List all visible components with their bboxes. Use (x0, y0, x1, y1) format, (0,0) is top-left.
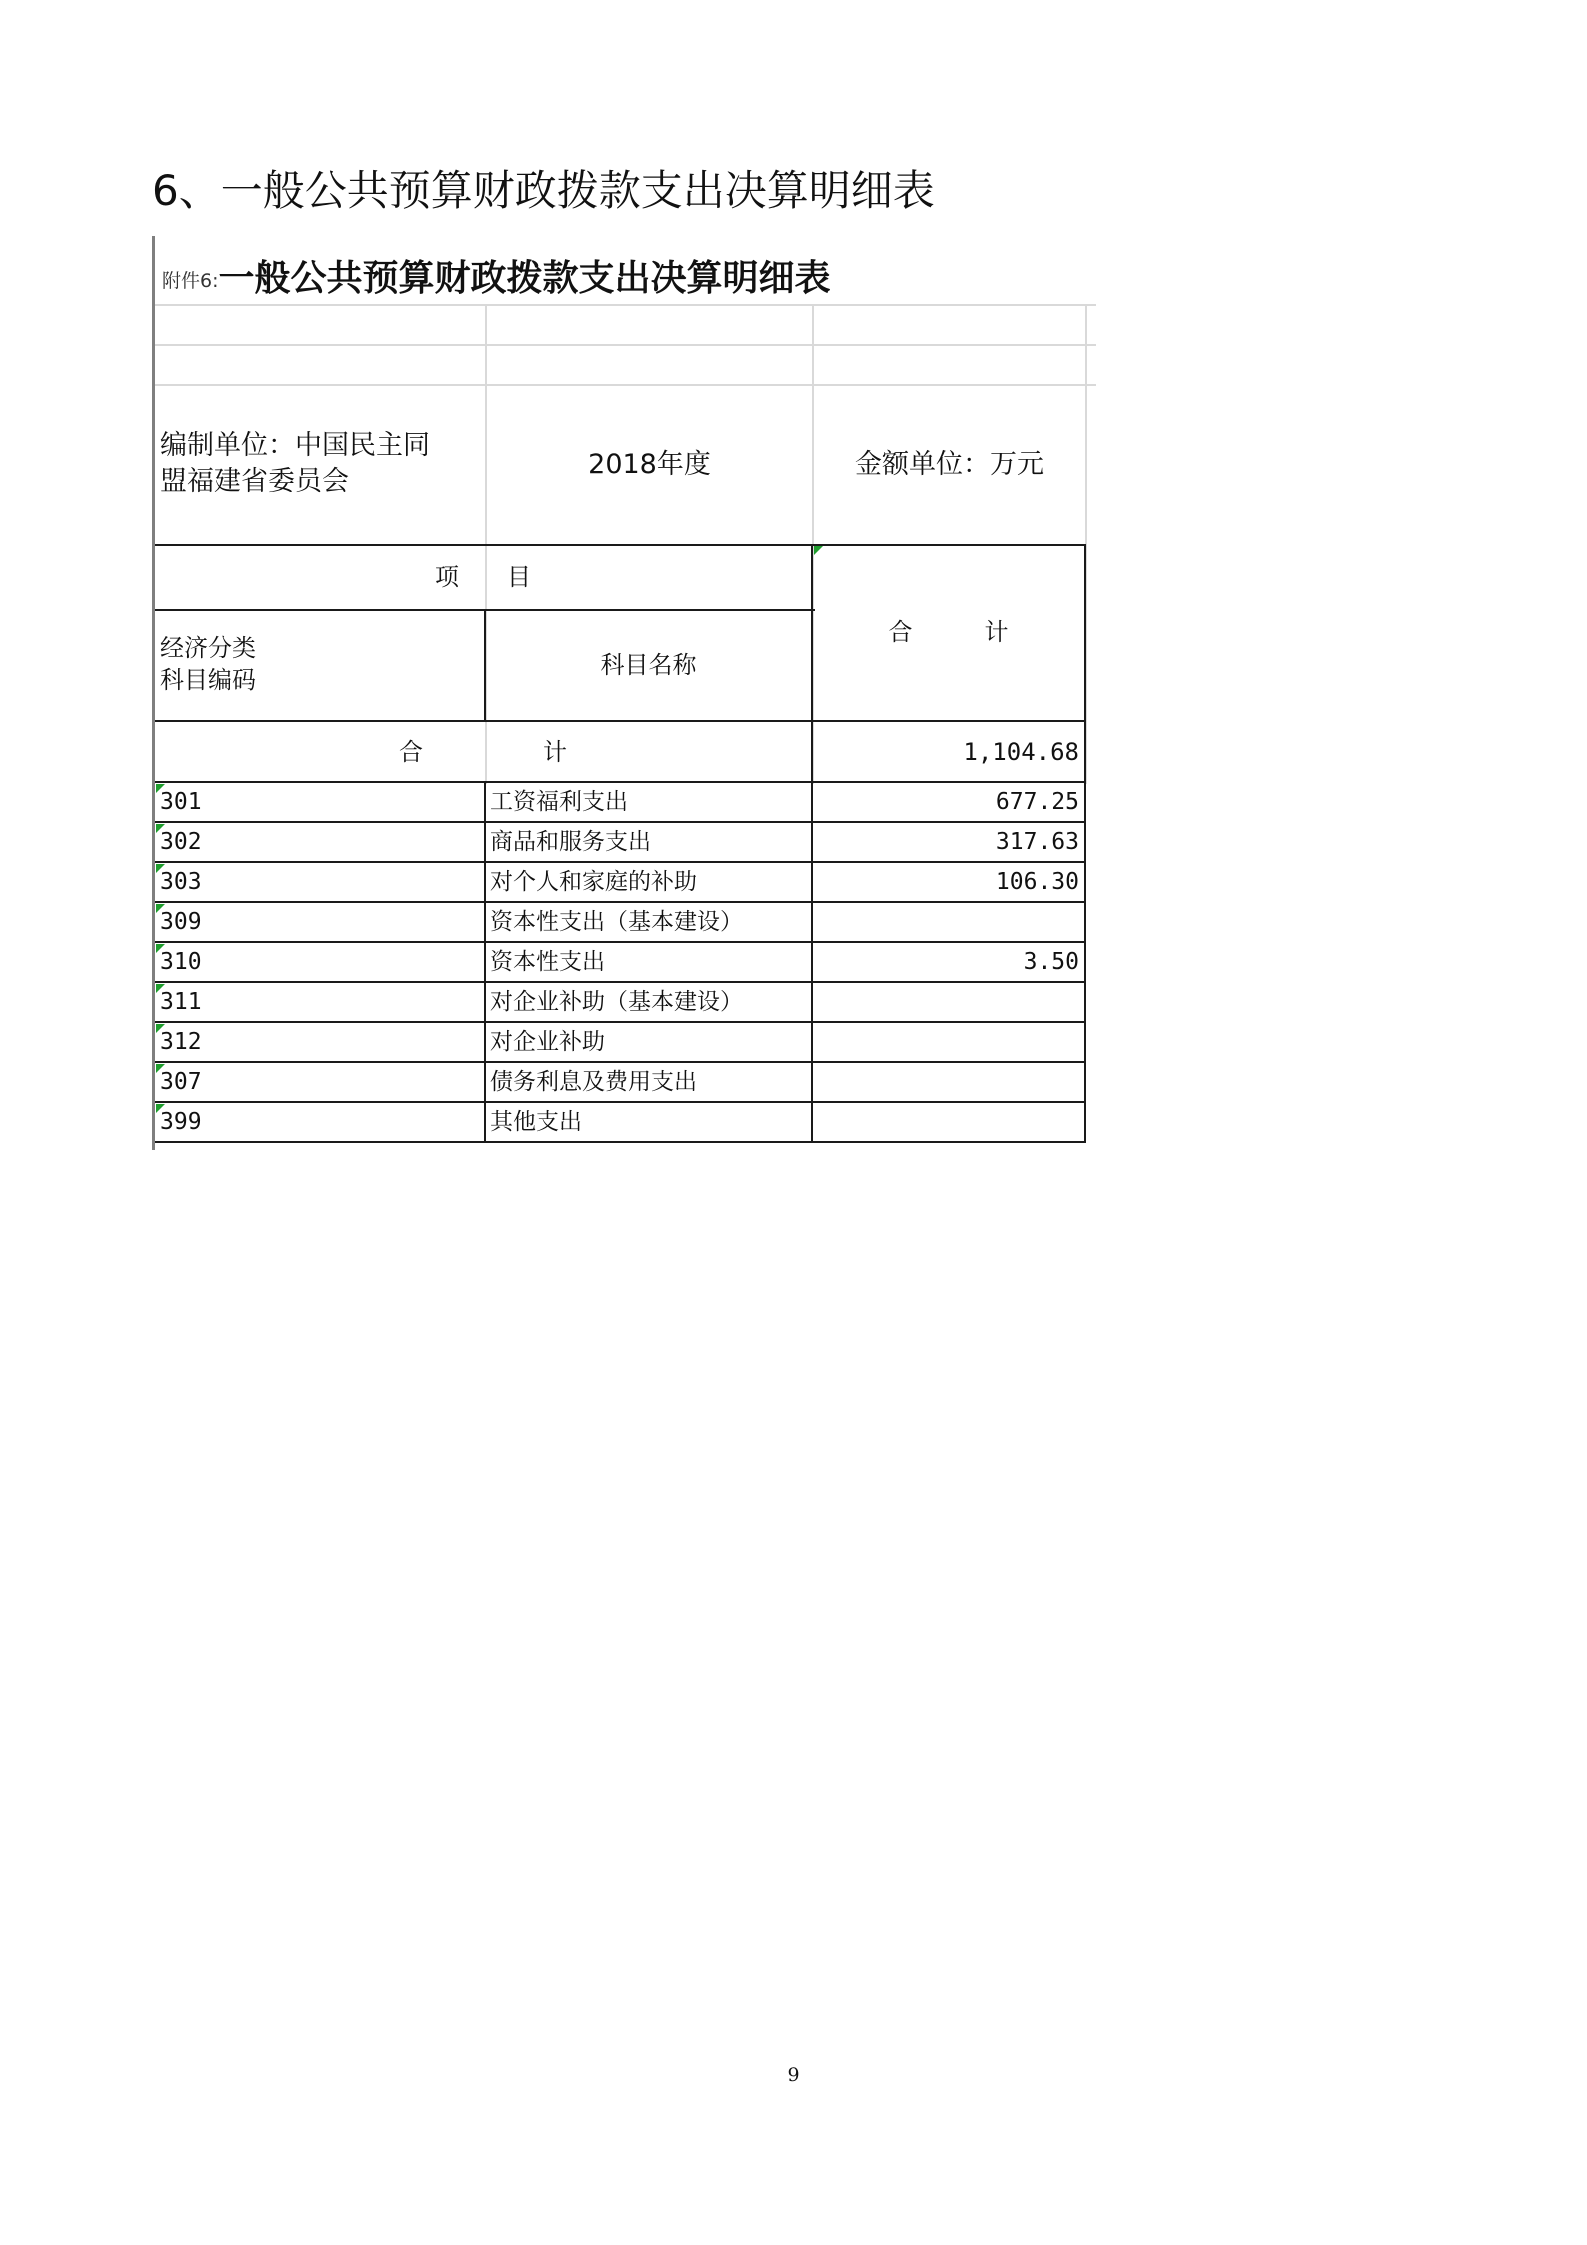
row-name: 对企业补助（基本建设） (490, 989, 743, 1015)
row-code: 310 (160, 949, 202, 975)
amount-unit: 金额单位：万元 (855, 449, 1044, 480)
row-code: 399 (160, 1109, 202, 1135)
fiscal-year: 2018年度 (588, 449, 711, 480)
table-border (1084, 544, 1086, 1143)
row-name: 债务利息及费用支出 (490, 1069, 697, 1095)
compiling-unit-line1: 编制单位：中国民主同 (160, 430, 430, 461)
table-border (484, 781, 486, 1143)
row-name: 资本性支出 (490, 949, 605, 975)
row-name: 商品和服务支出 (490, 829, 651, 855)
row-code: 312 (160, 1029, 202, 1055)
table-border (155, 1141, 1086, 1143)
total-label: 合 计 (399, 738, 567, 766)
row-name: 工资福利支出 (490, 789, 628, 815)
header-item: 项 目 (435, 563, 531, 591)
row-amount: 317.63 (995, 829, 1079, 855)
document-heading: 6、一般公共预算财政拨款支出决算明细表 (152, 166, 935, 215)
compiling-unit-line2: 盟福建省委员会 (160, 466, 349, 497)
total-value: 1,104.68 (963, 738, 1079, 766)
row-name: 其他支出 (490, 1109, 582, 1135)
table-border (155, 544, 1086, 546)
gridline (155, 344, 1096, 346)
row-name: 对企业补助 (490, 1029, 605, 1055)
row-amount: 106.30 (995, 869, 1079, 895)
sheet-title (162, 250, 831, 301)
row-amount: 3.50 (1023, 949, 1079, 975)
row-code: 309 (160, 909, 202, 935)
header-subject-name: 科目名称 (600, 651, 697, 679)
gridline (155, 384, 1096, 386)
row-code: 311 (160, 989, 202, 1015)
header-total: 合 计 (888, 618, 1009, 646)
row-amount: 677.25 (995, 789, 1079, 815)
row-name: 对个人和家庭的补助 (490, 869, 697, 895)
table-border (155, 720, 1086, 722)
sheet-title-prefix: 附件6: (162, 270, 219, 292)
header-economic-class-line1: 经济分类 (160, 634, 256, 662)
row-code: 307 (160, 1069, 202, 1095)
sheet-title-text: 一般公共预算财政拨款支出决算明细表 (218, 258, 831, 299)
row-name: 资本性支出（基本建设） (490, 909, 743, 935)
cell-note-marker (814, 546, 823, 555)
gridline (155, 304, 1096, 306)
header-economic-class-line2: 科目编码 (160, 666, 256, 694)
row-code: 301 (160, 789, 202, 815)
page-number: 9 (787, 2064, 800, 2086)
spreadsheet-image (152, 236, 1096, 1150)
row-code: 303 (160, 869, 202, 895)
row-code: 302 (160, 829, 202, 855)
sheet-left-edge (152, 236, 155, 1150)
